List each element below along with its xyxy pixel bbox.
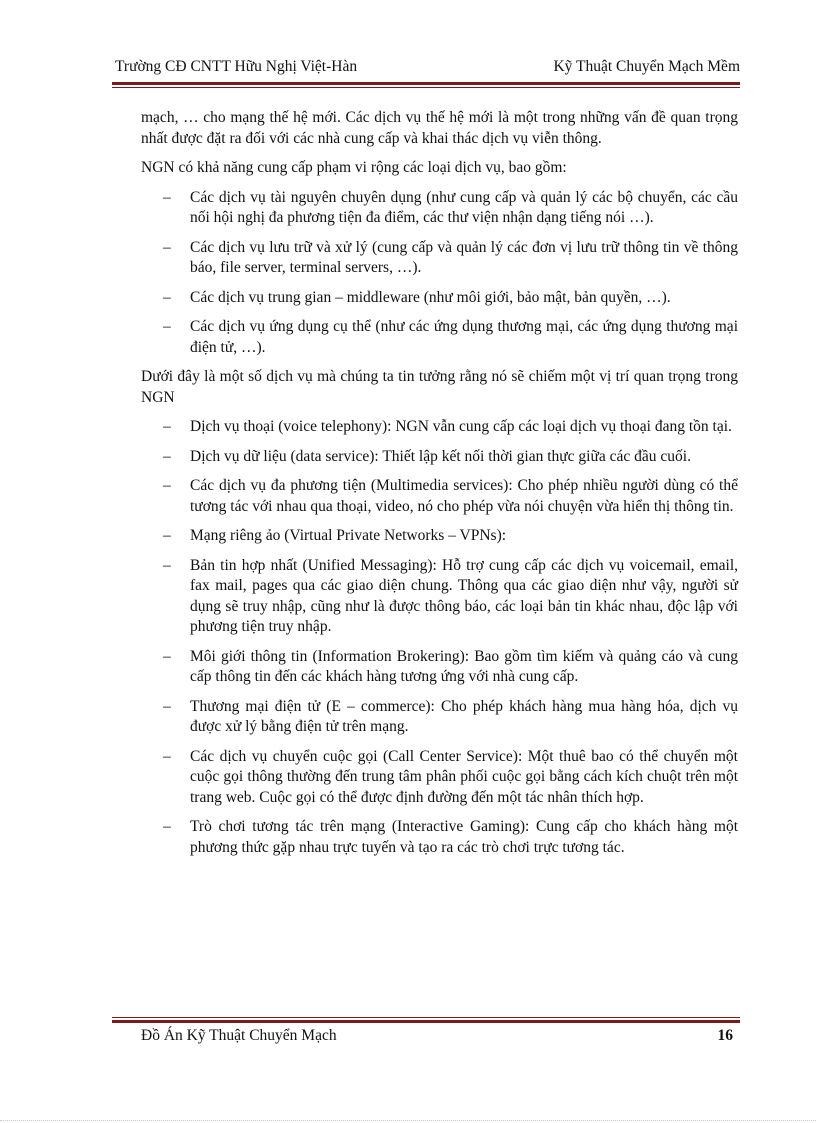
list-item-text: Dịch vụ thoại (voice telephony): NGN vẫn cung cấp các loại dịch vụ thoại đang tồn tại. (190, 418, 732, 435)
bullet-dash: – (163, 747, 171, 765)
list-item-text: Các dịch vụ trung gian – middleware (như môi giới, bảo mật, bản quyền, …). (190, 288, 671, 306)
footer-rule-thick (112, 1020, 740, 1023)
list-item (141, 476, 738, 517)
header-rule-thick (112, 82, 740, 85)
list-item (141, 238, 738, 279)
list-item (141, 417, 738, 438)
list-item (141, 697, 738, 738)
bullet-dash: – (163, 447, 171, 465)
page-number: 16 (717, 1027, 733, 1044)
header-school-name: Trường CĐ CNTT Hữu Nghị Việt-Hàn (115, 58, 358, 75)
section1-lead: NGN có khả năng cung cấp phạm vi rộng các loại dịch vụ, bao gồm: (141, 159, 567, 176)
list-item-text: Môi giới thông tin (Information Brokering): Bao gồm tìm kiếm và quảng cáo và cung cấp thông tin đến các khách hàng tương ứng với nhà cung cấp. (190, 647, 738, 685)
page-footer (141, 1027, 733, 1049)
footer-title: Đồ Án Kỹ Thuật Chuyển Mạch (141, 1027, 337, 1044)
list-item-text: Các dịch vụ chuyển cuộc gọi (Call Center Service): Một thuê bao có thể chuyển một cuộc gọi thông thường đến trung tâm phân phối cuộc gọi bằng cách kích chuột trên một trang web. Cuộc gọi có thể được định đường đến một tác nhân thích hợp. (190, 747, 738, 806)
list-item (141, 556, 738, 638)
bullet-dash: – (163, 418, 171, 435)
list-item-text: Các dịch vụ lưu trữ và xử lý (cung cấp và quản lý các đơn vị lưu trữ thông tin về thông báo, file server, terminal servers, …). (190, 238, 738, 276)
page-header (115, 58, 740, 80)
list-item (141, 817, 738, 858)
bullet-dash: – (163, 238, 171, 256)
list-item (141, 188, 738, 229)
page-break-line (0, 1120, 816, 1121)
footer-rule-thin (112, 1017, 740, 1018)
intro-paragraph: mạch, … cho mạng thế hệ mới. Các dịch vụ thế hệ mới là một trong những vấn đề quan trọng nhất được đặt ra đối với các nhà cung cấp và khai thác dịch vụ viễn thông. (141, 109, 738, 147)
bullet-dash: – (163, 556, 171, 574)
bullet-dash: – (163, 288, 171, 306)
bullet-dash: – (163, 647, 171, 665)
section2-lead: Dưới đây là một số dịch vụ mà chúng ta tin tưởng rằng nó sẽ chiếm một vị trí quan trọng trong NGN (141, 368, 738, 406)
list-item-text: Trò chơi tương tác trên mạng (Interactive Gaming): Cung cấp cho khách hàng một phương thức gặp nhau trực tuyến và tạo ra các trò chơi trực tương tác. (190, 818, 738, 856)
list-item (141, 647, 738, 688)
list-item (141, 447, 738, 468)
bullet-dash: – (163, 697, 171, 715)
bullet-dash: – (163, 188, 171, 206)
list-item (141, 288, 738, 309)
header-rule-thin (112, 87, 740, 88)
header-subject-title: Kỹ Thuật Chuyển Mạch Mềm (553, 58, 740, 75)
list-item-text: Thương mại điện tử (E – commerce): Cho phép khách hàng mua hàng hóa, dịch vụ được xử lý bằng điện tử trên mạng. (190, 697, 738, 735)
section2-list (141, 417, 738, 858)
list-item-text: Mạng riêng ảo (Virtual Private Networks – VPNs): (190, 527, 507, 544)
page-body (141, 108, 738, 867)
bullet-dash: – (163, 318, 171, 335)
list-item-text: Các dịch vụ tài nguyên chuyên dụng (như cung cấp và quản lý các bộ chuyển, các cầu nối hội nghị đa phương tiện đa điểm, các thư viện nhận dạng tiếng nói …). (190, 188, 738, 226)
list-item (141, 526, 738, 547)
bullet-dash: – (163, 527, 171, 544)
list-item-text: Bản tin hợp nhất (Unified Messaging): Hỗ trợ cung cấp các dịch vụ voicemail, email, fax mail, pages qua các giao diện chung. Thông qua các giao diện như vậy, người sử dụng sẽ truy nhập, cũng như là được thông báo, các loại bản tin khác nhau, độc lập với phương tiện truy nhập. (190, 556, 738, 635)
section1-list (141, 188, 738, 359)
list-item-text: Các dịch vụ ứng dụng cụ thể (như các ứng dụng thương mại, các ứng dụng thương mại điện tử, …). (190, 318, 738, 356)
list-item (141, 317, 738, 358)
bullet-dash: – (163, 477, 171, 494)
list-item (141, 747, 738, 809)
list-item-text: Các dịch vụ đa phương tiện (Multimedia services): Cho phép nhiều người dùng có thể tương tác với nhau qua thoại, video, nó cho phép vừa nói chuyện vừa hiển thị thông tin. (190, 477, 738, 515)
bullet-dash: – (163, 818, 171, 835)
list-item-text: Dịch vụ dữ liệu (data service): Thiết lập kết nối thời gian thực giữa các đầu cuối. (190, 447, 691, 465)
